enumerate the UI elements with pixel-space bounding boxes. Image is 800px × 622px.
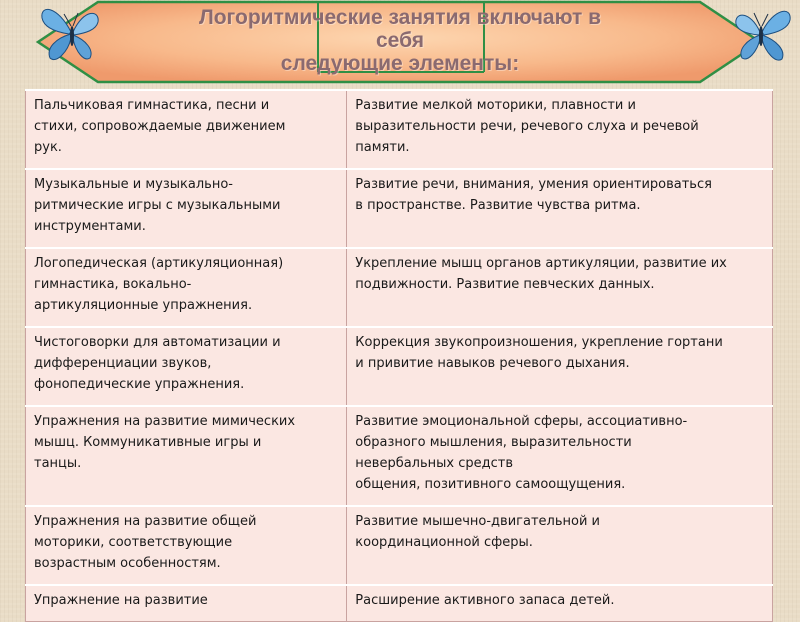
development-goal-cell [347,327,773,406]
cell-line: образного мышления, выразительности [355,435,632,450]
butterfly-icon [36,2,106,71]
elements-table [25,89,773,608]
title-line-1: Логоритмические занятия включают в [198,6,602,29]
cell-line: танцы. [34,456,82,471]
activity-cell [26,585,347,622]
activity-cell [26,506,347,585]
table-row [26,90,773,169]
table-row [26,248,773,327]
cell-line: Упражнения на развитие мимических [34,414,296,429]
cell-line: мышц. Коммуникативные игры и [34,435,262,450]
cell-line: и привитие навыков речевого дыхания. [355,356,630,371]
table-row [26,169,773,248]
cell-line: общения, позитивного самоощущения. [355,477,626,492]
cell-line: Чистоговорки для автоматизации и [34,335,281,350]
cell-line: Развитие мелкой моторики, плавности и [355,98,636,113]
cell-line: Укрепление мышц органов артикуляции, развитие их [355,256,727,271]
cell-line: стихи, сопровождаемые движением [34,119,286,134]
cell-line: координационной сферы. [355,535,533,550]
title-line-3: следующие элементы: [280,52,520,75]
cell-line: Упражнение на развитие [34,593,208,608]
development-goal-cell [347,90,773,169]
development-goal-cell [347,585,773,622]
cell-line: инструментами. [34,219,146,234]
cell-line: Логопедическая (артикуляционная) [34,256,284,271]
table-row [26,327,773,406]
cell-line: гимнастика, вокально- [34,277,192,292]
butterfly-icon [728,2,798,71]
page-title [150,6,650,75]
development-goal-cell [347,506,773,585]
cell-line: Расширение активного запаса детей. [355,593,615,608]
activity-cell [26,169,347,248]
cell-line: Развитие эмоциональной сферы, ассоциативно- [355,414,688,429]
activity-cell [26,248,347,327]
cell-line: Развитие речи, внимания, умения ориентироваться [355,177,712,192]
cell-line: памяти. [355,140,410,155]
cell-line: невербальных средств [355,456,514,471]
cell-line: Пальчиковая гимнастика, песни и [34,98,270,113]
activity-cell [26,327,347,406]
table-row [26,406,773,506]
cell-line: артикуляционные упражнения. [34,298,253,313]
table-row [26,585,773,622]
cell-line: Упражнения на развитие общей [34,514,257,529]
development-goal-cell [347,169,773,248]
cell-line: фонопедические упражнения. [34,377,245,392]
development-goal-cell [347,406,773,506]
cell-line: дифференциации звуков, [34,356,212,371]
table-row [26,506,773,585]
title-banner [0,0,800,84]
activity-cell [26,90,347,169]
cell-line: выразительности речи, речевого слуха и речевой [355,119,699,134]
cell-line: подвижности. Развитие певческих данных. [355,277,655,292]
cell-line: Коррекция звукопроизношения, укрепление гортани [355,335,723,350]
cell-line: ритмические игры с музыкальными [34,198,281,213]
cell-line: возрастным особенностям. [34,556,221,571]
cell-line: моторики, соответствующие [34,535,233,550]
cell-line: Музыкальные и музыкально- [34,177,233,192]
title-line-2: себя [375,29,425,52]
cell-line: в пространстве. Развитие чувства ритма. [355,198,641,213]
cell-line: Развитие мышечно-двигательной и [355,514,600,529]
activity-cell [26,406,347,506]
development-goal-cell [347,248,773,327]
cell-line: рук. [34,140,62,155]
